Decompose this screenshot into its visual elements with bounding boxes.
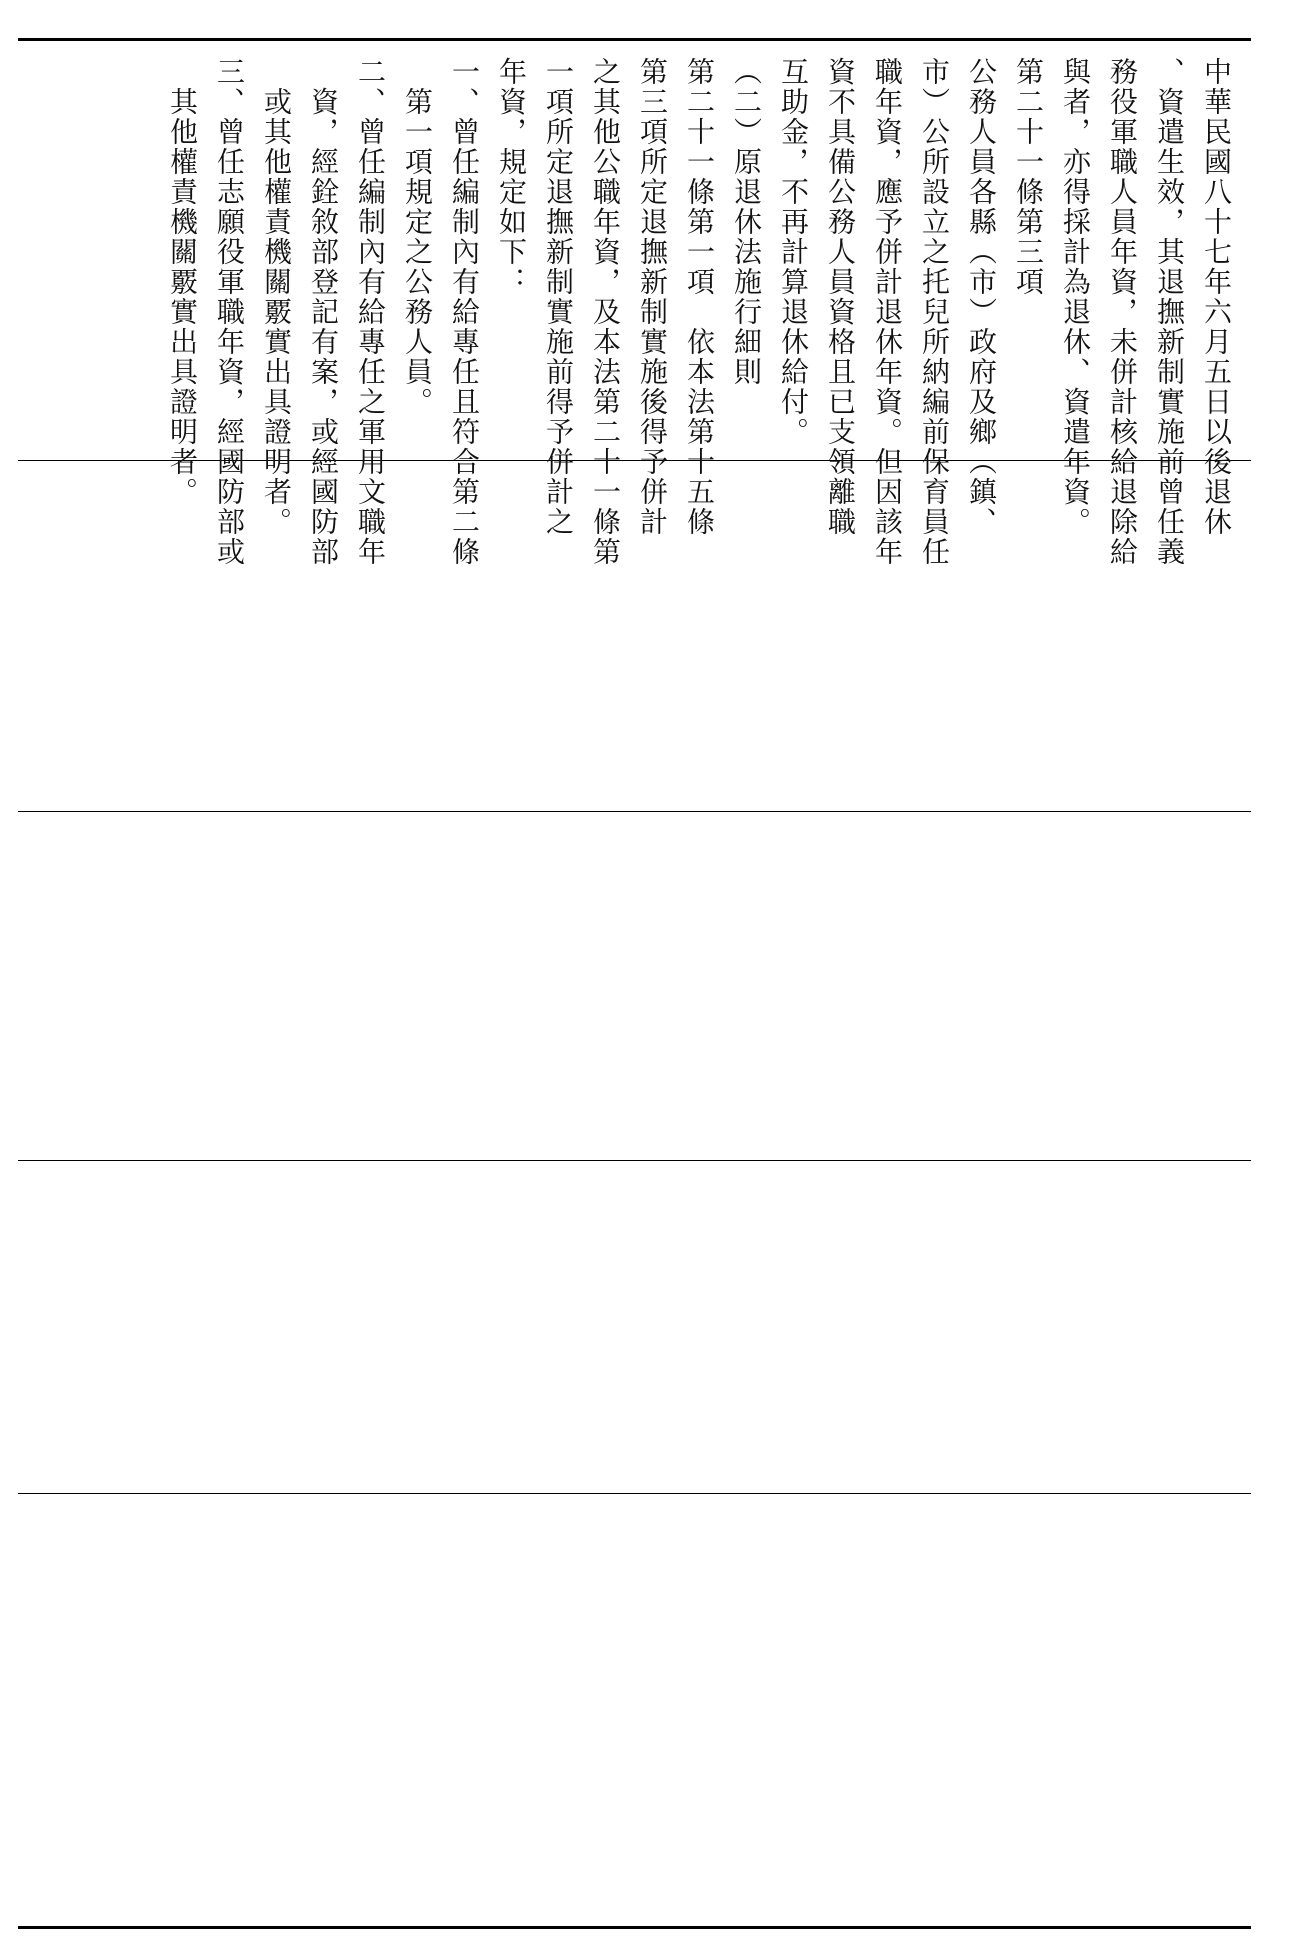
text-column: 一項所定退撫新制實施前得予併計之 [542, 57, 575, 537]
empty-row [18, 461, 1251, 812]
empty-row [18, 812, 1251, 1161]
text-column: 職年資，應予併計退休年資。但因該年 [871, 57, 904, 567]
text-column: 與者，亦得採計為退休、資遣年資。 [1059, 57, 1092, 537]
text-column: 務役軍職人員年資，未併計核給退除給 [1106, 57, 1139, 567]
text-column: 一、曾任編制內有給專任且符合第二條 [448, 57, 481, 567]
text-column: （二）原退休法施行細則 [730, 57, 763, 387]
text-column: 三、曾任志願役軍職年資，經國防部或 [213, 57, 246, 567]
text-column: 互助金，不再計算退休給付。 [777, 57, 810, 447]
text-column: 第二十一條第一項 依本法第十五條 [683, 57, 716, 537]
text-column: 其他權責機關覈實出具證明者。 [166, 57, 199, 507]
text-column: 年資，規定如下： [495, 57, 528, 297]
empty-row [18, 1161, 1251, 1494]
document-table [18, 38, 1251, 1929]
text-column: 第一項規定之公務人員。 [401, 57, 434, 417]
text-column: 之其他公職年資，及本法第二十一條第 [589, 57, 622, 567]
empty-row [18, 1494, 1251, 1920]
text-column: 市）公所設立之托兒所納編前保育員任 [918, 57, 951, 567]
text-column: 資，經銓敘部登記有案，或經國防部 [307, 57, 340, 567]
text-column: 第二十一條第三項 [1012, 57, 1045, 297]
text-column: 公務人員各縣（市）政府及鄉（鎮、 [965, 57, 998, 537]
text-column: 資不具備公務人員資格且已支領離職 [824, 57, 857, 537]
text-column: 第三項所定退撫新制實施後得予併計 [636, 57, 669, 537]
vertical-text-block [18, 41, 1251, 567]
text-column: 二、曾任編制內有給專任之軍用文職年 [354, 57, 387, 567]
text-row [18, 41, 1251, 567]
text-column: 中華民國八十七年六月五日以後退休 [1200, 57, 1233, 537]
text-column: 或其他權責機關覈實出具證明者。 [260, 57, 293, 537]
text-column: 、資遣生效，其退撫新制實施前曾任義 [1153, 57, 1186, 567]
